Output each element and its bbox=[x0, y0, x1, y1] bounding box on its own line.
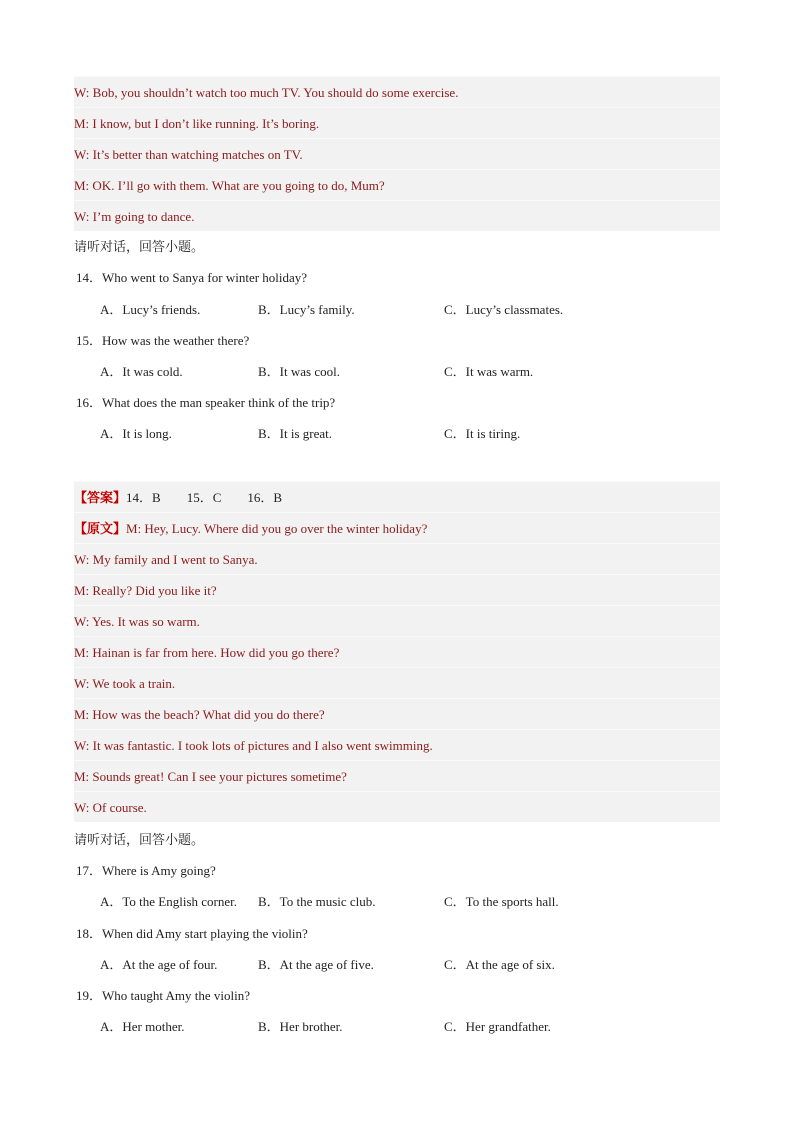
dialog-line: M: I know, but I don’t like running. It’s boring. bbox=[74, 107, 720, 138]
dialog-line: M: Really? Did you like it? bbox=[74, 574, 720, 605]
dialog-line: M: Hey, Lucy. Where did you go over the winter holiday? bbox=[126, 521, 428, 536]
dialog-line: W: It’s better than watching matches on TV. bbox=[74, 138, 720, 169]
answer-item: 14．B bbox=[126, 490, 161, 505]
option-c: C．It is tiring. bbox=[444, 426, 521, 441]
dialog-line: W: It was fantastic. I took lots of pictures and I also went swimming. bbox=[74, 729, 720, 760]
dialog-line: W: Of course. bbox=[74, 791, 720, 822]
dialog-line: W: Bob, you shouldn’t watch too much TV. You should do some exercise. bbox=[74, 76, 720, 107]
dialog-transcript-1 bbox=[74, 76, 720, 231]
answer-item: 15．C bbox=[186, 490, 222, 505]
listening-instruction: 请听对话，回答小题。 bbox=[74, 239, 205, 254]
option-a: A．It was cold. bbox=[100, 364, 183, 379]
transcript-tag: 【原文】 bbox=[74, 521, 127, 536]
listening-instruction: 请听对话，回答小题。 bbox=[74, 832, 205, 847]
dialog-line: M: How was the beach? What did you do there? bbox=[74, 698, 720, 729]
question-14: 14．Who went to Sanya for winter holiday? bbox=[76, 270, 308, 285]
answer-item: 16．B bbox=[247, 490, 283, 505]
question-15: 15．How was the weather there? bbox=[76, 333, 250, 348]
question-16: 16．What does the man speaker think of the trip? bbox=[76, 395, 336, 410]
dialog-line: M: OK. I’ll go with them. What are you going to do, Mum? bbox=[74, 169, 720, 200]
option-c: C．It was warm. bbox=[444, 364, 534, 379]
option-b: B．At the age of five. bbox=[258, 957, 374, 972]
option-a: A．To the English corner. bbox=[100, 894, 238, 909]
question-19: 19．Who taught Amy the violin? bbox=[76, 988, 251, 1003]
option-b: B．Her brother. bbox=[258, 1019, 343, 1034]
dialog-line: W: My family and I went to Sanya. bbox=[74, 543, 720, 574]
answer-tag: 【答案】 bbox=[74, 490, 127, 505]
transcript-first-line bbox=[74, 512, 720, 543]
option-a: A．Lucy’s friends. bbox=[100, 302, 201, 317]
option-a: A．It is long. bbox=[100, 426, 172, 441]
option-b: B．It was cool. bbox=[258, 364, 340, 379]
option-c: C．At the age of six. bbox=[444, 957, 555, 972]
dialog-line: M: Sounds great! Can I see your pictures sometime? bbox=[74, 760, 720, 791]
dialog-line: M: Hainan is far from here. How did you go there? bbox=[74, 636, 720, 667]
question-17: 17．Where is Amy going? bbox=[76, 863, 216, 878]
option-c: C．Lucy’s classmates. bbox=[444, 302, 564, 317]
option-c: C．To the sports hall. bbox=[444, 894, 559, 909]
dialog-line: W: We took a train. bbox=[74, 667, 720, 698]
answer-line bbox=[74, 481, 720, 512]
option-c: C．Her grandfather. bbox=[444, 1019, 551, 1034]
option-b: B．It is great. bbox=[258, 426, 333, 441]
option-a: A．Her mother. bbox=[100, 1019, 185, 1034]
answer-section bbox=[74, 481, 720, 822]
question-18: 18．When did Amy start playing the violin? bbox=[76, 926, 308, 941]
option-a: A．At the age of four. bbox=[100, 957, 218, 972]
dialog-line: W: Yes. It was so warm. bbox=[74, 605, 720, 636]
dialog-line: W: I’m going to dance. bbox=[74, 200, 720, 231]
option-b: B．Lucy’s family. bbox=[258, 302, 355, 317]
option-b: B．To the music club. bbox=[258, 894, 376, 909]
